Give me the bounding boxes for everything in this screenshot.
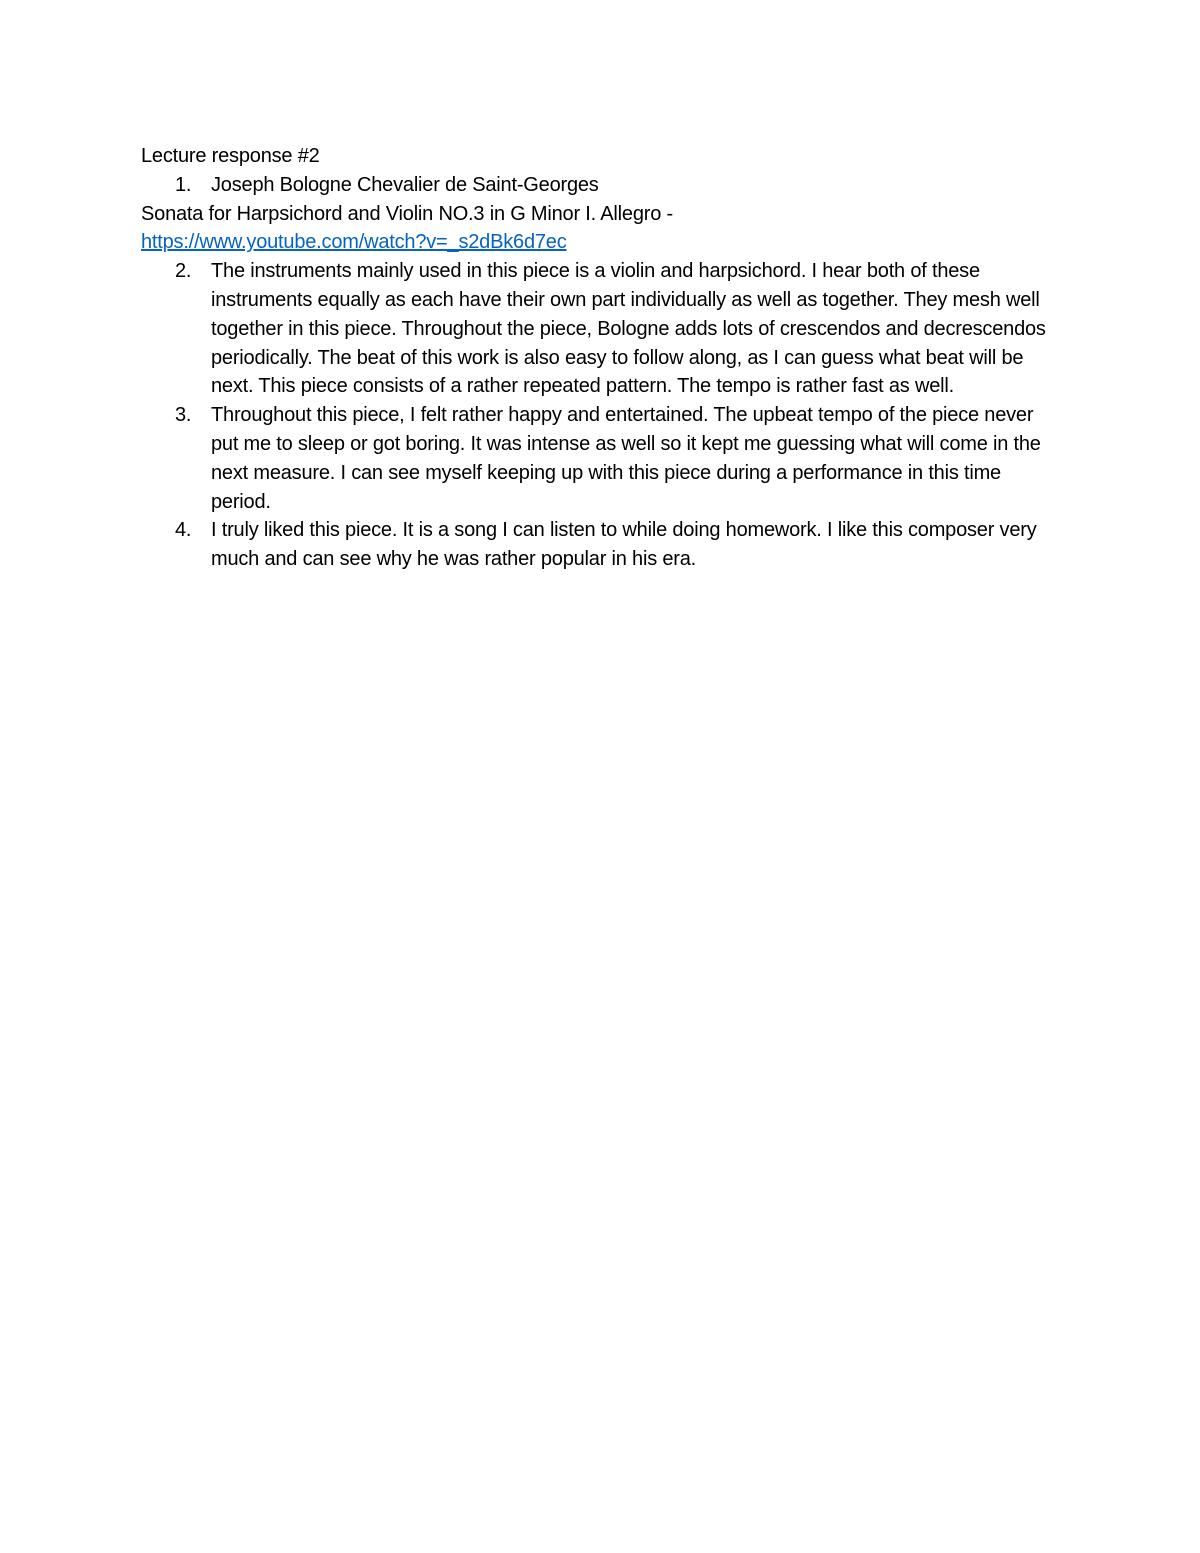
list-item-text: Throughout this piece, I felt rather happy and entertained. The upbeat tempo of the piece never put me to sleep or got boring. It was intense as well so it kept me guessing what will come in the next measure. I can see myself keeping up with this piece during a performance in this time period. xyxy=(211,404,1041,513)
list-number: 2. xyxy=(175,260,192,283)
document-content xyxy=(141,142,1061,574)
list-item-1 xyxy=(141,171,1061,200)
list-number: 4. xyxy=(175,519,192,542)
piece-title-line: Sonata for Harpsichord and Violin NO.3 in G Minor I. Allegro - xyxy=(141,202,673,225)
document-title: Lecture response #2 xyxy=(141,145,320,167)
list-item-text: The instruments mainly used in this piece is a violin and harpsichord. I hear both of these instruments equally as each have their own part individually as well as together. They mesh well together in this piece. Throughout the piece, Bologne adds lots of crescendos and decrescendos periodically. The beat of this work is also easy to follow along, as I can guess what beat will be next. This piece consists of a rather repeated pattern. The tempo is rather fast as well. xyxy=(211,260,1046,398)
list-item-text: I truly liked this piece. It is a song I can listen to while doing homework. I like this composer very much and can see why he was rather popular in his era. xyxy=(211,519,1037,571)
list-item-4 xyxy=(141,516,1061,574)
list-item-2 xyxy=(141,257,1061,401)
list-item-text: Joseph Bologne Chevalier de Saint-Georges xyxy=(211,173,599,196)
list-number: 3. xyxy=(175,404,192,427)
youtube-link[interactable]: https://www.youtube.com/watch?v=_s2dBk6d7ec xyxy=(141,231,567,254)
list-item-3 xyxy=(141,401,1061,516)
list-number: 1. xyxy=(175,173,192,196)
